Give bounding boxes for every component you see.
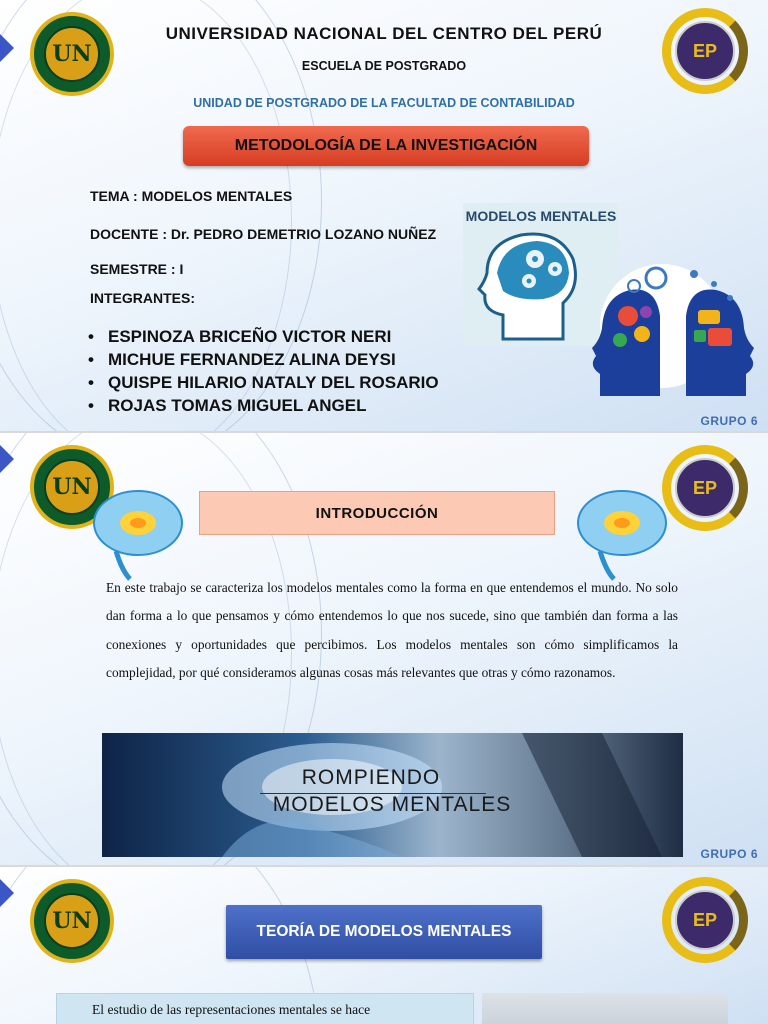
school-name: ESCUELA DE POSTGRADO [301,59,467,73]
postgrado-logo: EP [662,8,748,94]
slide-3 [0,867,768,1024]
theory-paragraph-box [56,993,474,1024]
two-heads-illustration-icon [590,256,760,396]
members-list [88,325,439,417]
glowing-brain-icon [570,479,688,583]
list-item: • MICHUE FERNANDEZ ALINA DEYSI [88,348,439,371]
list-item: • ROJAS TOMAS MIGUEL ANGEL [88,394,439,417]
university-logo: UN [30,879,114,963]
theory-paragraph: El estudio de las representaciones mentales se hace [92,1002,371,1017]
university-logo: UN [30,445,114,529]
university-name: UNIVERSIDAD NACIONAL DEL CENTRO DEL PERÚ [165,24,603,43]
tema-line: TEMA : MODELOS MENTALES [90,188,293,204]
list-item: • ESPINOZA BRICEÑO VICTOR NERI [88,325,439,348]
slide-2 [0,433,768,865]
introduction-paragraph: En este trabajo se caracteriza los modelos mentales como la forma en que entendemos el mundo. No solo dan forma a lo que pensamos y cómo entendemos lo que nos sucede, sino que también dan forma a las conexiones y oportunidades que percibimos. Los modelos mentales son cómo simplificamos la complejidad, por qué consideramos algunas cosas más relevantes que otras y cómo razonamos. [106,580,678,681]
rompiendo-banner-image [102,733,683,857]
list-item: • QUISPE HILARIO NATALY DEL ROSARIO [88,371,439,394]
group-label: GRUPO 6 [700,847,758,861]
group-label: GRUPO 6 [700,414,758,428]
banner-line-2: MODELOS MENTALES [272,793,512,816]
postgrado-logo: EP [662,877,748,963]
unit-name: UNIDAD DE POSTGRADO DE LA FACULTAD DE CONTABILIDAD [193,96,575,110]
semestre-line: SEMESTRE : I [90,261,184,277]
image-caption: MODELOS MENTALES [465,208,617,224]
docente-line: DOCENTE : Dr. PEDRO DEMETRIO LOZANO NUÑEZ [90,226,437,242]
banner-line-1: ROMPIENDO [301,766,441,789]
glowing-brain-icon [86,479,204,583]
introduction-title: INTRODUCCIÓN [199,491,555,535]
university-logo: UN [30,12,114,96]
theory-title: TEORÍA DE MODELOS MENTALES [226,905,542,959]
course-title: METODOLOGÍA DE LA INVESTIGACIÓN [183,126,589,166]
postgrado-logo: EP [662,445,748,531]
integrantes-label: INTEGRANTES: [90,290,195,306]
slide-1 [0,0,768,431]
theory-image [482,993,728,1024]
